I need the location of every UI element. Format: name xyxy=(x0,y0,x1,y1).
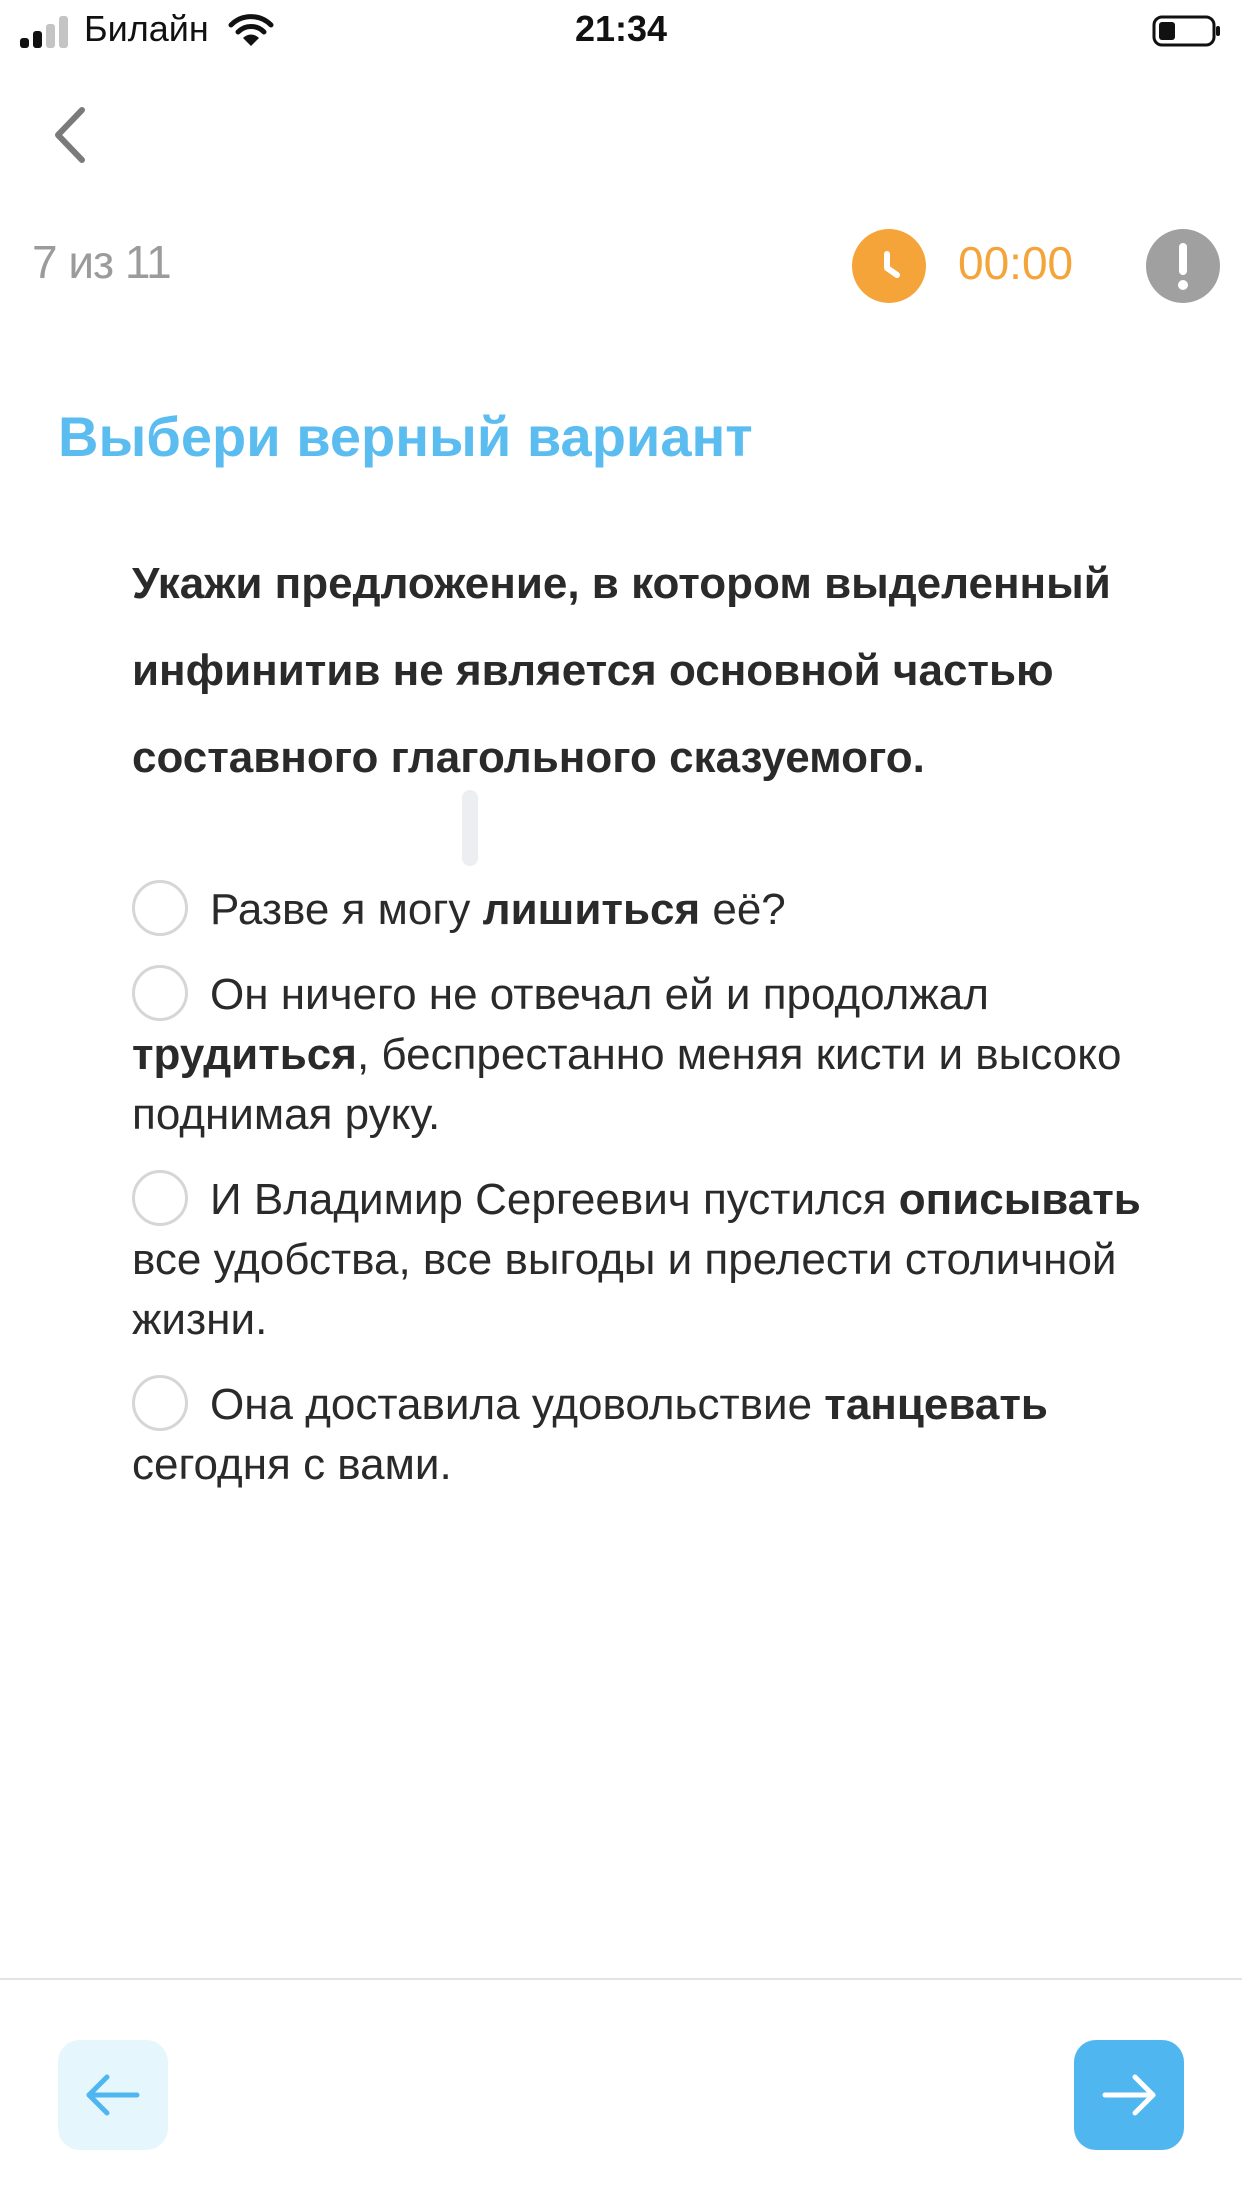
highlighted-infinitive: лишиться xyxy=(482,885,701,934)
answer-option-3[interactable]: И Владимир Сергеевич пустился описывать все удобства, все выгоды и прелести столичной жизни. xyxy=(132,1170,1172,1350)
question-text: Укажи предложение, в котором выделенный инфинитив не является основной частью составного глагольного сказуемого. xyxy=(132,559,1111,782)
answer-options xyxy=(132,880,1172,1520)
arrow-right-icon xyxy=(1097,2063,1161,2127)
battery-icon xyxy=(1152,14,1222,48)
radio-button[interactable] xyxy=(132,1375,188,1431)
radio-button[interactable] xyxy=(132,1170,188,1226)
highlighted-infinitive: танцевать xyxy=(824,1380,1048,1429)
radio-button[interactable] xyxy=(132,880,188,936)
previous-question-button[interactable] xyxy=(58,2040,168,2150)
timer-value: 00:00 xyxy=(958,237,1074,289)
text-cursor xyxy=(462,790,478,866)
answer-option-1[interactable]: Разве я могу лишиться её? xyxy=(132,880,1172,940)
highlighted-infinitive: трудиться xyxy=(132,1030,357,1079)
report-button[interactable] xyxy=(1146,229,1220,303)
footer-divider xyxy=(0,1978,1242,1980)
status-bar xyxy=(0,0,1242,64)
clock-icon xyxy=(852,229,926,303)
exclamation-icon xyxy=(1179,243,1187,275)
next-question-button[interactable] xyxy=(1074,2040,1184,2150)
back-button[interactable] xyxy=(46,100,96,170)
answer-option-2[interactable]: Он ничего не отвечал ей и продолжал трудиться, беспрестанно меняя кисти и высоко поднимая руку. xyxy=(132,965,1172,1145)
status-time: 21:34 xyxy=(574,8,668,49)
radio-button[interactable] xyxy=(132,965,188,1021)
question-progress: 7 из 11 xyxy=(32,236,171,288)
answer-option-4[interactable]: Она доставила удовольствие танцевать сегодня с вами. xyxy=(132,1375,1172,1495)
arrow-left-icon xyxy=(81,2063,145,2127)
highlighted-infinitive: описывать xyxy=(898,1175,1141,1224)
task-title: Выбери верный вариант xyxy=(58,405,753,468)
carrier-name: Билайн xyxy=(84,8,209,49)
